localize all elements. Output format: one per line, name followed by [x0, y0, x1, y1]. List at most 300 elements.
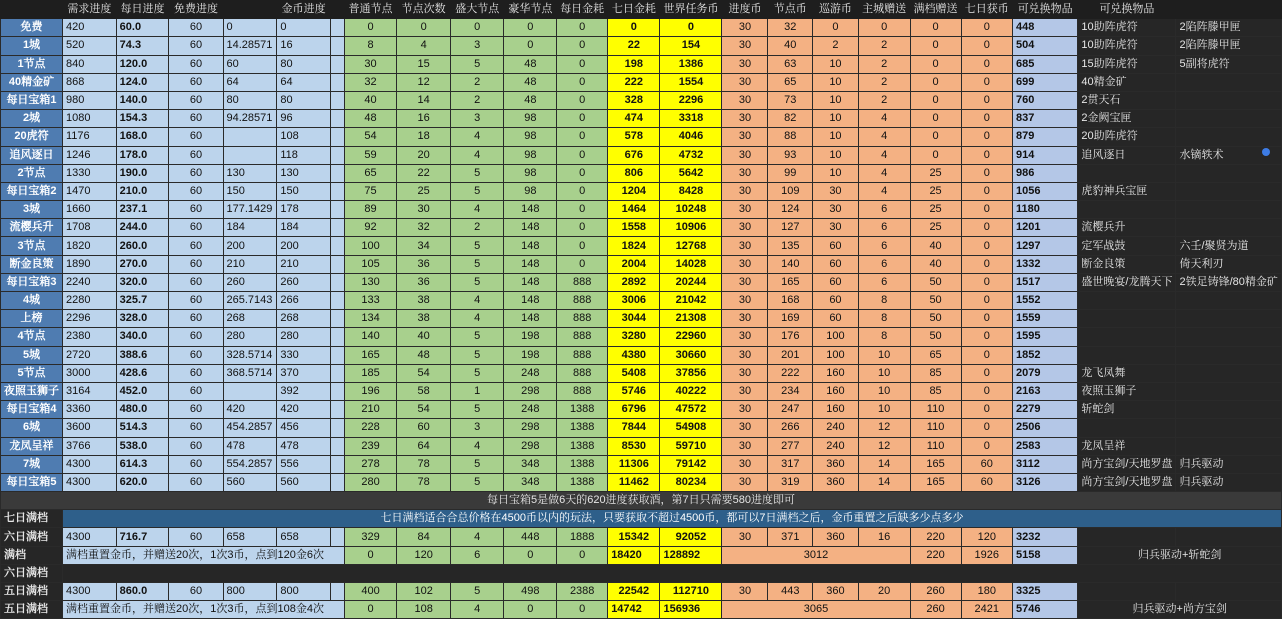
table-cell[interactable] — [1078, 292, 1176, 310]
column-header[interactable] — [223, 1, 277, 19]
table-cell[interactable]: 30 — [722, 382, 768, 400]
table-cell[interactable]: 160 — [813, 364, 859, 382]
table-cell[interactable]: 80 — [277, 91, 331, 109]
table-cell[interactable]: 2240 — [63, 273, 117, 291]
table-cell[interactable]: 0 — [557, 55, 608, 73]
table-cell[interactable]: 120 — [961, 528, 1012, 546]
table-cell[interactable]: 2 — [450, 91, 504, 109]
table-cell[interactable]: 10 — [813, 146, 859, 164]
table-cell[interactable]: 60 — [169, 201, 223, 219]
table-cell[interactable]: 归兵驱动 — [1176, 455, 1282, 473]
table-cell[interactable] — [330, 528, 344, 546]
table-cell[interactable]: 5746 — [608, 382, 660, 400]
table-cell[interactable]: 4 — [450, 601, 504, 619]
table-cell[interactable] — [330, 346, 344, 364]
table-cell[interactable]: 73 — [768, 91, 813, 109]
table-cell[interactable]: 1080 — [63, 110, 117, 128]
table-cell[interactable] — [1176, 182, 1282, 200]
table-cell[interactable]: 30 — [722, 237, 768, 255]
column-header[interactable]: 每日金耗 — [557, 1, 608, 19]
table-cell[interactable]: 371 — [768, 528, 813, 546]
table-cell[interactable]: 10 — [813, 164, 859, 182]
table-cell[interactable]: 8 — [858, 328, 910, 346]
table-cell[interactable]: 30 — [722, 328, 768, 346]
table-cell[interactable]: 15342 — [608, 528, 660, 546]
table-cell[interactable]: 888 — [557, 273, 608, 291]
table-cell[interactable]: 658 — [277, 528, 331, 546]
table-cell[interactable]: 40 — [768, 37, 813, 55]
table-cell[interactable]: 1852 — [1012, 346, 1077, 364]
table-cell[interactable]: 虎豹神兵宝匣 — [1078, 182, 1176, 200]
table-cell[interactable]: 266 — [277, 292, 331, 310]
table-cell[interactable]: 10 — [813, 91, 859, 109]
table-cell[interactable]: 30 — [722, 419, 768, 437]
table-cell[interactable]: 800 — [277, 583, 331, 601]
table-cell[interactable]: 370 — [277, 364, 331, 382]
table-cell[interactable]: 0 — [910, 37, 961, 55]
table-cell[interactable]: 1386 — [660, 55, 722, 73]
column-header[interactable]: 盛大节点 — [450, 1, 504, 19]
table-cell[interactable]: 60 — [169, 328, 223, 346]
table-cell[interactable]: 0 — [557, 237, 608, 255]
table-cell[interactable]: 16 — [397, 110, 451, 128]
table-cell[interactable]: 3126 — [1012, 473, 1077, 491]
table-cell[interactable]: 30 — [344, 55, 397, 73]
column-header[interactable]: 需求进度 — [63, 1, 117, 19]
table-cell[interactable]: 4 — [858, 128, 910, 146]
table-cell[interactable]: 84 — [397, 528, 451, 546]
table-cell[interactable]: 30 — [722, 164, 768, 182]
table-cell[interactable]: 47572 — [660, 401, 722, 419]
table-cell[interactable] — [330, 110, 344, 128]
table-cell[interactable]: 120 — [397, 546, 451, 564]
table-cell[interactable]: 2079 — [1012, 364, 1077, 382]
table-cell[interactable]: 554.2857 — [223, 455, 277, 473]
table-cell[interactable]: 0 — [504, 37, 557, 55]
table-cell[interactable] — [223, 146, 277, 164]
table-cell[interactable]: 148 — [504, 237, 557, 255]
table-cell[interactable]: 0 — [397, 19, 451, 37]
table-cell[interactable] — [330, 292, 344, 310]
row-label[interactable]: 1城 — [1, 37, 63, 55]
table-cell[interactable]: 30 — [722, 55, 768, 73]
table-cell[interactable]: 14028 — [660, 255, 722, 273]
table-cell[interactable]: 1330 — [63, 164, 117, 182]
row-label[interactable]: 五日满档 — [1, 601, 63, 619]
row-label[interactable]: 七日满档 — [1, 510, 63, 528]
table-cell[interactable]: 10 — [813, 73, 859, 91]
table-cell[interactable]: 277 — [768, 437, 813, 455]
table-cell[interactable]: 30 — [722, 401, 768, 419]
table-cell[interactable]: 60 — [169, 182, 223, 200]
table-cell[interactable]: 806 — [608, 164, 660, 182]
table-cell[interactable]: 452.0 — [116, 382, 169, 400]
table-cell[interactable] — [1176, 219, 1282, 237]
table-cell[interactable]: 210 — [223, 255, 277, 273]
table-cell[interactable]: 210 — [277, 255, 331, 273]
table-cell[interactable]: 0 — [450, 19, 504, 37]
table-cell[interactable]: 65 — [344, 164, 397, 182]
empty-cell[interactable] — [63, 564, 1282, 582]
table-cell[interactable]: 6 — [858, 255, 910, 273]
table-cell[interactable]: 2 — [858, 73, 910, 91]
table-cell[interactable]: 3164 — [63, 382, 117, 400]
table-cell[interactable]: 177.1429 — [223, 201, 277, 219]
table-cell[interactable]: 140.0 — [116, 91, 169, 109]
table-cell[interactable]: 4300 — [63, 528, 117, 546]
table-cell[interactable]: 699 — [1012, 73, 1077, 91]
table-cell[interactable] — [1176, 310, 1282, 328]
table-cell[interactable]: 120.0 — [116, 55, 169, 73]
table-cell[interactable]: 14 — [858, 455, 910, 473]
table-cell[interactable]: 11306 — [608, 455, 660, 473]
table-cell[interactable]: 1180 — [1012, 201, 1077, 219]
table-cell[interactable]: 龙凤呈祥 — [1078, 437, 1176, 455]
table-cell[interactable]: 12 — [858, 419, 910, 437]
table-cell[interactable]: 水镝轶术 — [1176, 146, 1282, 164]
table-cell[interactable]: 888 — [557, 310, 608, 328]
table-cell[interactable]: 15助阵虎符 — [1078, 55, 1176, 73]
table-cell[interactable]: 108 — [277, 128, 331, 146]
table-cell[interactable] — [1176, 292, 1282, 310]
table-cell[interactable]: 4 — [450, 437, 504, 455]
table-cell[interactable]: 239 — [344, 437, 397, 455]
table-cell[interactable]: 110 — [910, 401, 961, 419]
table-cell[interactable]: 25 — [910, 201, 961, 219]
table-cell[interactable]: 0 — [961, 292, 1012, 310]
item-cell[interactable]: 归兵驱动+尚方宝剑 — [1078, 601, 1282, 619]
table-cell[interactable]: 128892 — [660, 546, 722, 564]
table-cell[interactable]: 0 — [910, 110, 961, 128]
table-cell[interactable] — [330, 255, 344, 273]
table-cell[interactable]: 247 — [768, 401, 813, 419]
table-cell[interactable]: 140 — [768, 255, 813, 273]
table-cell[interactable]: 10 — [858, 382, 910, 400]
table-cell[interactable]: 184 — [223, 219, 277, 237]
table-cell[interactable]: 12 — [858, 437, 910, 455]
table-cell[interactable]: 260 — [910, 601, 961, 619]
table-cell[interactable]: 3000 — [63, 364, 117, 382]
table-cell[interactable]: 105 — [344, 255, 397, 273]
table-cell[interactable]: 10 — [858, 346, 910, 364]
table-cell[interactable]: 1470 — [63, 182, 117, 200]
table-cell[interactable]: 92 — [344, 219, 397, 237]
table-cell[interactable]: 2铁足铸锋/80精金矿 — [1176, 273, 1282, 291]
table-cell[interactable]: 38 — [397, 310, 451, 328]
row-label[interactable]: 7城 — [1, 455, 63, 473]
table-cell[interactable]: 60 — [169, 37, 223, 55]
table-cell[interactable]: 180 — [961, 583, 1012, 601]
table-cell[interactable]: 1 — [450, 382, 504, 400]
column-header[interactable]: 巡游币 — [813, 1, 859, 19]
table-cell[interactable]: 16 — [858, 528, 910, 546]
table-cell[interactable]: 4732 — [660, 146, 722, 164]
table-cell[interactable]: 100 — [344, 237, 397, 255]
table-cell[interactable]: 30 — [722, 528, 768, 546]
table-cell[interactable]: 420 — [223, 401, 277, 419]
column-header[interactable]: 世界任务币 — [660, 1, 722, 19]
table-cell[interactable]: 0 — [557, 219, 608, 237]
table-cell[interactable]: 归兵驱动 — [1176, 473, 1282, 491]
table-cell[interactable]: 40222 — [660, 382, 722, 400]
table-cell[interactable]: 2163 — [1012, 382, 1077, 400]
table-cell[interactable]: 360 — [813, 583, 859, 601]
table-cell[interactable]: 178 — [277, 201, 331, 219]
table-cell[interactable]: 1176 — [63, 128, 117, 146]
column-header[interactable]: 金币进度 — [277, 1, 331, 19]
table-cell[interactable]: 498 — [504, 583, 557, 601]
table-cell[interactable]: 32 — [768, 19, 813, 37]
column-header[interactable]: 进度币 — [722, 1, 768, 19]
table-cell[interactable]: 54 — [397, 401, 451, 419]
column-header[interactable] — [1, 1, 63, 19]
row-label[interactable]: 2城 — [1, 110, 63, 128]
table-cell[interactable]: 30 — [722, 182, 768, 200]
table-cell[interactable]: 330 — [277, 346, 331, 364]
table-cell[interactable]: 夜照玉狮子 — [1078, 382, 1176, 400]
table-cell[interactable]: 0 — [961, 310, 1012, 328]
table-cell[interactable]: 280 — [277, 328, 331, 346]
table-cell[interactable]: 0 — [557, 182, 608, 200]
table-cell[interactable]: 80 — [223, 91, 277, 109]
row-label[interactable]: 流樱兵升 — [1, 219, 63, 237]
row-label[interactable]: 断金良策 — [1, 255, 63, 273]
table-cell[interactable]: 60 — [169, 219, 223, 237]
table-cell[interactable]: 1926 — [961, 546, 1012, 564]
table-cell[interactable]: 4 — [450, 292, 504, 310]
table-cell[interactable]: 130 — [223, 164, 277, 182]
table-cell[interactable]: 30 — [722, 255, 768, 273]
table-cell[interactable] — [1078, 419, 1176, 437]
table-cell[interactable]: 59710 — [660, 437, 722, 455]
table-cell[interactable]: 837 — [1012, 110, 1077, 128]
table-cell[interactable]: 0 — [961, 219, 1012, 237]
table-cell[interactable]: 16 — [277, 37, 331, 55]
table-cell[interactable]: 0 — [910, 146, 961, 164]
table-cell[interactable]: 5746 — [1012, 601, 1077, 619]
table-cell[interactable]: 18420 — [608, 546, 660, 564]
table-cell[interactable]: 60 — [813, 273, 859, 291]
table-cell[interactable]: 59 — [344, 146, 397, 164]
table-cell[interactable]: 148 — [504, 255, 557, 273]
table-cell[interactable]: 244.0 — [116, 219, 169, 237]
table-cell[interactable]: 150 — [223, 182, 277, 200]
table-cell[interactable]: 54 — [344, 128, 397, 146]
table-cell[interactable]: 34 — [397, 237, 451, 255]
table-cell[interactable]: 2280 — [63, 292, 117, 310]
table-cell[interactable]: 40 — [910, 237, 961, 255]
table-cell[interactable]: 60 — [169, 364, 223, 382]
table-cell[interactable]: 63 — [768, 55, 813, 73]
table-cell[interactable]: 48 — [344, 110, 397, 128]
table-cell[interactable]: 237.1 — [116, 201, 169, 219]
table-cell[interactable]: 30 — [397, 201, 451, 219]
table-cell[interactable]: 6 — [858, 237, 910, 255]
table-cell[interactable]: 10 — [858, 364, 910, 382]
table-cell[interactable]: 60 — [813, 237, 859, 255]
table-cell[interactable]: 448 — [504, 528, 557, 546]
table-cell[interactable]: 30 — [722, 364, 768, 382]
table-cell[interactable]: 25 — [910, 219, 961, 237]
table-cell[interactable] — [1078, 528, 1176, 546]
table-cell[interactable]: 0 — [557, 164, 608, 182]
table-cell[interactable]: 1388 — [557, 419, 608, 437]
table-cell[interactable]: 36 — [397, 273, 451, 291]
table-cell[interactable]: 60 — [169, 255, 223, 273]
table-cell[interactable]: 30 — [722, 128, 768, 146]
table-cell[interactable]: 8 — [344, 37, 397, 55]
table-cell[interactable]: 1201 — [1012, 219, 1077, 237]
table-cell[interactable]: 4 — [450, 201, 504, 219]
table-cell[interactable]: 5 — [450, 182, 504, 200]
table-cell[interactable]: 340.0 — [116, 328, 169, 346]
table-cell[interactable]: 98 — [504, 182, 557, 200]
row-label[interactable]: 六日满档 — [1, 528, 63, 546]
row-label[interactable]: 上榜 — [1, 310, 63, 328]
table-cell[interactable]: 210.0 — [116, 182, 169, 200]
table-cell[interactable]: 3280 — [608, 328, 660, 346]
table-cell[interactable]: 10助阵虎符 — [1078, 19, 1176, 37]
merged-value[interactable]: 3012 — [722, 546, 910, 564]
table-cell[interactable]: 0 — [504, 19, 557, 37]
table-cell[interactable]: 0 — [858, 19, 910, 37]
table-cell[interactable]: 328.5714 — [223, 346, 277, 364]
table-cell[interactable]: 0 — [557, 601, 608, 619]
table-cell[interactable]: 6 — [858, 273, 910, 291]
table-cell[interactable]: 278 — [344, 455, 397, 473]
table-cell[interactable]: 0 — [557, 110, 608, 128]
table-cell[interactable]: 685 — [1012, 55, 1077, 73]
table-cell[interactable] — [330, 583, 344, 601]
table-cell[interactable]: 74.3 — [116, 37, 169, 55]
scroll-indicator-icon[interactable] — [1262, 148, 1270, 156]
table-cell[interactable]: 0 — [961, 255, 1012, 273]
table-cell[interactable]: 108 — [397, 601, 451, 619]
table-cell[interactable]: 14.28571 — [223, 37, 277, 55]
table-cell[interactable]: 48 — [504, 91, 557, 109]
table-cell[interactable]: 169 — [768, 310, 813, 328]
table-cell[interactable]: 5 — [450, 346, 504, 364]
table-cell[interactable]: 0 — [344, 19, 397, 37]
table-cell[interactable]: 200 — [223, 237, 277, 255]
table-cell[interactable]: 82 — [768, 110, 813, 128]
table-cell[interactable] — [330, 146, 344, 164]
table-cell[interactable]: 10906 — [660, 219, 722, 237]
table-cell[interactable]: 38 — [397, 292, 451, 310]
table-cell[interactable]: 2 — [858, 55, 910, 73]
table-cell[interactable]: 1056 — [1012, 182, 1077, 200]
table-cell[interactable] — [1176, 128, 1282, 146]
table-cell[interactable]: 360 — [813, 473, 859, 491]
table-cell[interactable]: 260.0 — [116, 237, 169, 255]
table-cell[interactable]: 断金良策 — [1078, 255, 1176, 273]
table-cell[interactable] — [1176, 583, 1282, 601]
table-cell[interactable]: 0 — [961, 19, 1012, 37]
table-cell[interactable]: 888 — [557, 292, 608, 310]
table-cell[interactable]: 21308 — [660, 310, 722, 328]
table-cell[interactable]: 2279 — [1012, 401, 1077, 419]
table-cell[interactable]: 4 — [450, 310, 504, 328]
table-cell[interactable]: 298 — [504, 382, 557, 400]
row-label[interactable]: 4城 — [1, 292, 63, 310]
table-cell[interactable]: 0 — [961, 73, 1012, 91]
table-cell[interactable]: 1388 — [557, 455, 608, 473]
table-cell[interactable] — [330, 73, 344, 91]
table-cell[interactable]: 54 — [397, 364, 451, 382]
table-cell[interactable]: 30 — [722, 219, 768, 237]
table-cell[interactable]: 5642 — [660, 164, 722, 182]
table-cell[interactable]: 1388 — [557, 473, 608, 491]
table-cell[interactable]: 8 — [858, 310, 910, 328]
table-cell[interactable] — [1176, 437, 1282, 455]
table-cell[interactable]: 3766 — [63, 437, 117, 455]
table-cell[interactable]: 0 — [961, 110, 1012, 128]
table-cell[interactable]: 165 — [768, 273, 813, 291]
table-cell[interactable]: 154 — [660, 37, 722, 55]
table-cell[interactable]: 400 — [344, 583, 397, 601]
table-cell[interactable]: 12768 — [660, 237, 722, 255]
table-cell[interactable]: 40 — [910, 255, 961, 273]
table-cell[interactable]: 30 — [722, 455, 768, 473]
table-cell[interactable]: 840 — [63, 55, 117, 73]
table-cell[interactable]: 4300 — [63, 583, 117, 601]
table-cell[interactable]: 89 — [344, 201, 397, 219]
row-label[interactable]: 追风逐日 — [1, 146, 63, 164]
table-cell[interactable]: 倚天利刃 — [1176, 255, 1282, 273]
table-cell[interactable]: 986 — [1012, 164, 1077, 182]
table-cell[interactable] — [330, 164, 344, 182]
table-cell[interactable]: 10 — [813, 128, 859, 146]
table-cell[interactable]: 2 — [450, 73, 504, 91]
table-cell[interactable]: 280 — [344, 473, 397, 491]
table-cell[interactable]: 5 — [450, 237, 504, 255]
table-cell[interactable]: 58 — [397, 382, 451, 400]
table-cell[interactable]: 0 — [557, 73, 608, 91]
table-cell[interactable]: 0 — [277, 19, 331, 37]
table-cell[interactable]: 22 — [608, 37, 660, 55]
table-cell[interactable]: 追风逐日 — [1078, 146, 1176, 164]
table-cell[interactable] — [1176, 346, 1282, 364]
table-cell[interactable]: 30 — [722, 273, 768, 291]
table-cell[interactable]: 0 — [910, 19, 961, 37]
table-cell[interactable]: 1246 — [63, 146, 117, 164]
table-cell[interactable]: 40 — [344, 91, 397, 109]
table-cell[interactable]: 22542 — [608, 583, 660, 601]
table-cell[interactable]: 25 — [910, 182, 961, 200]
table-cell[interactable]: 92052 — [660, 528, 722, 546]
table-cell[interactable]: 88 — [768, 128, 813, 146]
table-cell[interactable]: 32 — [344, 73, 397, 91]
table-cell[interactable]: 190.0 — [116, 164, 169, 182]
column-header[interactable]: 豪华节点 — [504, 1, 557, 19]
table-cell[interactable]: 914 — [1012, 146, 1077, 164]
row-label[interactable]: 4节点 — [1, 328, 63, 346]
row-label[interactable]: 每日宝箱3 — [1, 273, 63, 291]
table-cell[interactable]: 420 — [277, 401, 331, 419]
table-cell[interactable] — [330, 55, 344, 73]
row-label[interactable]: 五日满档 — [1, 583, 63, 601]
table-cell[interactable] — [1078, 346, 1176, 364]
table-cell[interactable]: 10248 — [660, 201, 722, 219]
table-cell[interactable]: 2388 — [557, 583, 608, 601]
table-cell[interactable]: 21042 — [660, 292, 722, 310]
table-cell[interactable]: 64 — [223, 73, 277, 91]
table-cell[interactable]: 130 — [344, 273, 397, 291]
table-cell[interactable]: 8428 — [660, 182, 722, 200]
table-cell[interactable]: 5 — [450, 364, 504, 382]
table-cell[interactable]: 2583 — [1012, 437, 1077, 455]
table-cell[interactable] — [330, 401, 344, 419]
